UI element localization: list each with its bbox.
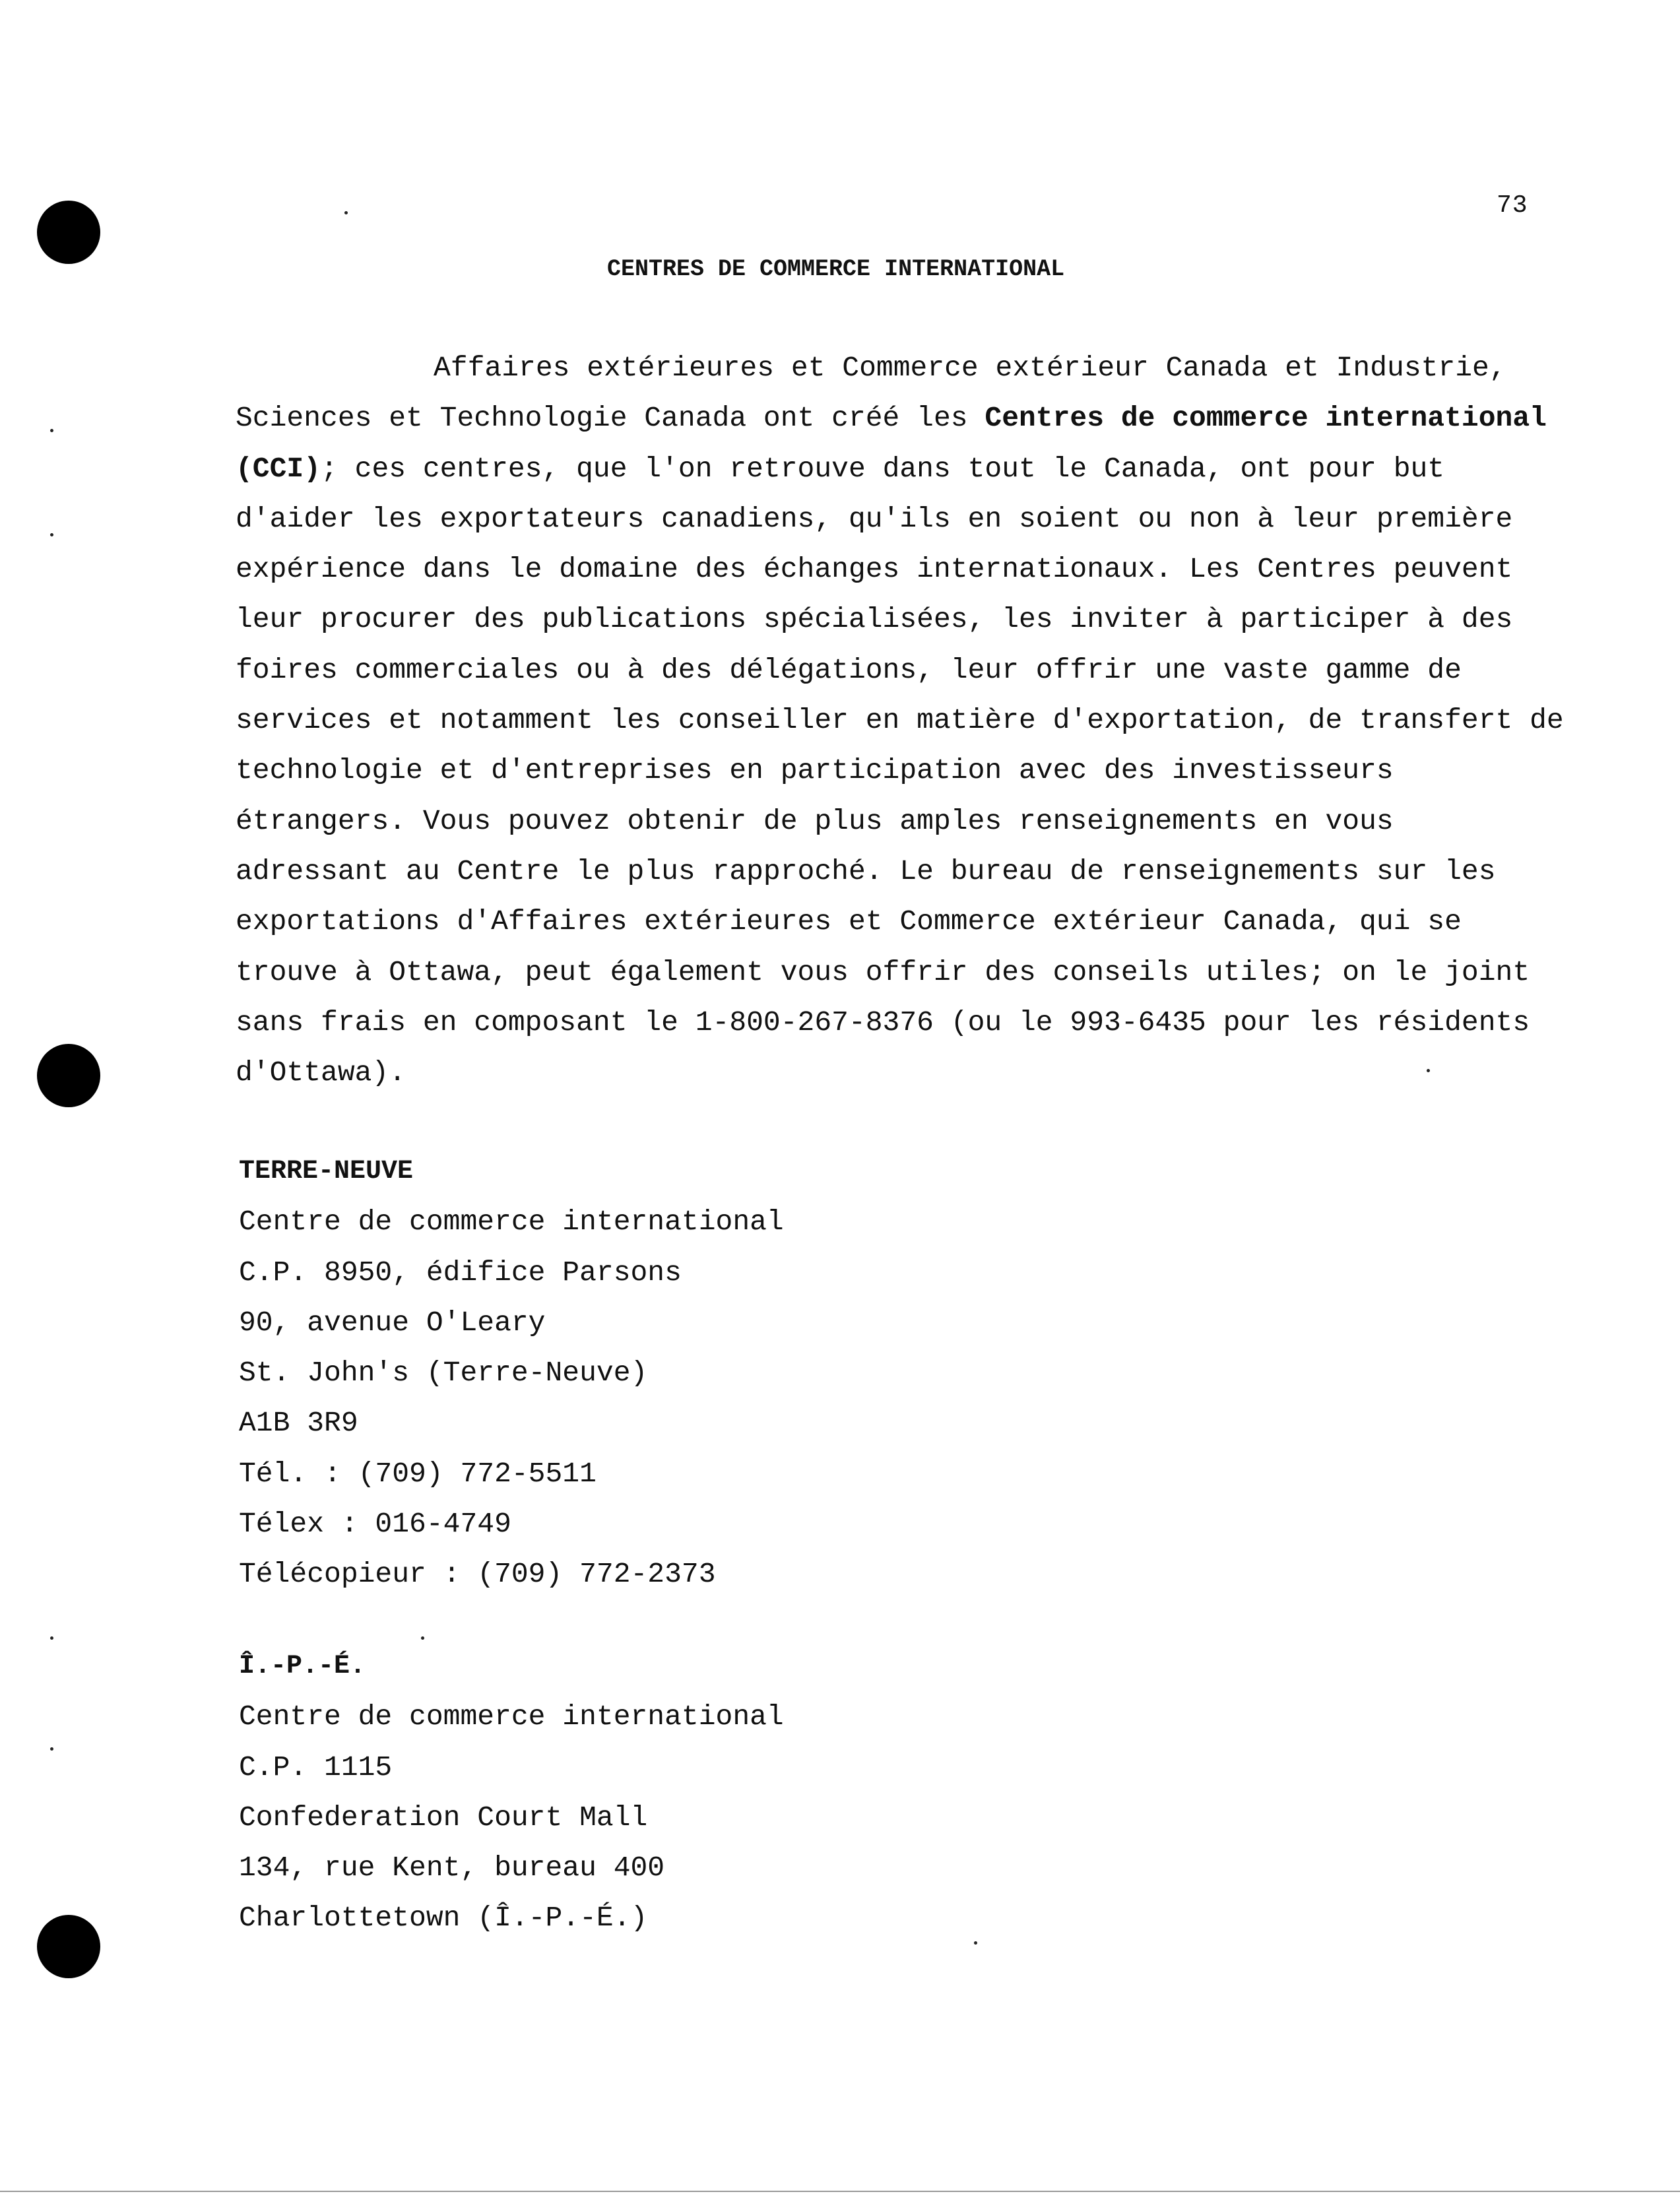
office-heading: TERRE-NEUVE [239,1157,414,1186]
paragraph-line: foires commerciales ou à des délégations, leur offrir une vaste gamme de [236,653,1462,686]
scan-speck [50,1636,53,1640]
paragraph-line: services et notamment les conseiller en matière d'exportation, de transfert de [236,704,1564,737]
address-line: Centre de commerce international [239,1206,784,1239]
address-line: C.P. 1115 [239,1751,393,1784]
address-line: Confederation Court Mall [239,1801,648,1834]
paragraph-line [236,393,1547,443]
scan-speck [421,1636,424,1640]
paragraph-line: leur procurer des publications spécialisées, les inviter à participer à des [236,603,1513,636]
phone-line: Tél. : (709) 772-5511 [239,1457,597,1490]
address-line: C.P. 8950, édifice Parsons [239,1256,682,1289]
punch-hole [37,201,100,264]
telex-line: Télex : 016-4749 [239,1508,511,1541]
scan-speck [50,429,53,432]
scan-speck [50,533,53,536]
paragraph-line: étrangers. Vous pouvez obtenir de plus amples renseignements en vous [236,804,1394,837]
postal-code: A1B 3R9 [239,1407,358,1440]
address-line: Centre de commerce international [239,1700,784,1733]
office-address-ipe [239,1642,784,1944]
paragraph-line: Affaires extérieures et Commerce extérieur Canada et Industrie, [434,352,1506,384]
paragraph-line: expérience dans le domaine des échanges internationaux. Les Centres peuvent [236,553,1513,586]
punch-hole [37,1915,100,1978]
page-title: CENTRES DE COMMERCE INTERNATIONAL [607,256,1065,282]
scan-speck [344,211,348,214]
paragraph-text: Sciences et Technologie Canada ont créé les [236,402,985,435]
paragraph-line: trouve à Ottawa, peut également vous offrir des conseils utiles; on le joint [236,955,1530,988]
paragraph-text: ; ces centres, que l'on retrouve dans tout le Canada, ont pour but [321,452,1445,485]
page-number: 73 [1497,191,1528,220]
fax-line: Télécopieur : (709) 772-2373 [239,1558,716,1591]
address-line: Charlottetown (Î.-P.-É.) [239,1902,648,1935]
address-line: 90, avenue O'Leary [239,1306,546,1339]
intro-paragraph [236,343,1564,1098]
scan-speck [974,1941,977,1945]
paragraph-line: sans frais en composant le 1-800-267-8376 (ou le 993-6435 pour les résidents [236,1006,1530,1039]
paragraph-bold-text: (CCI) [236,452,321,485]
punch-hole [37,1044,100,1107]
address-line: 134, rue Kent, bureau 400 [239,1852,665,1885]
paragraph-line: d'aider les exportateurs canadiens, qu'ils en soient ou non à leur première [236,502,1513,535]
paragraph-line [236,444,1539,494]
page-edge [0,2191,1680,2192]
office-heading: Î.-P.-É. [239,1652,366,1681]
scan-speck [50,1747,53,1751]
address-line: St. John's (Terre-Neuve) [239,1357,648,1390]
paragraph-line: technologie et d'entreprises en participation avec des investisseurs [236,754,1394,787]
paragraph-line: exportations d'Affaires extérieures et Commerce extérieur Canada, qui se [236,905,1462,938]
paragraph-line: d'Ottawa). [236,1056,406,1089]
paragraph-bold-text: Centres de commerce international [985,402,1547,435]
paragraph-line: adressant au Centre le plus rapproché. Le bureau de renseignements sur les [236,855,1496,887]
office-address-terre-neuve [239,1147,784,1600]
